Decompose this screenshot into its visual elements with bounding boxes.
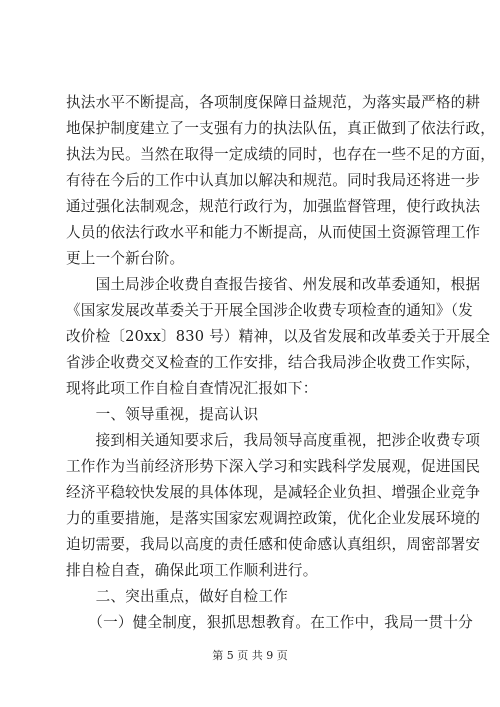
paragraph-start-line: （一）健全制度，狠抓思想教育。在工作中，我局一贯十分 [66, 614, 473, 631]
body-text-line: 现将此项工作自检自查情况汇报如下： [66, 380, 318, 397]
body-text-line: 地保护制度建立了一支强有力的执法队伍，真正做到了依法行政， [66, 120, 496, 137]
section-heading: 一、领导重视，提高认识 [66, 406, 259, 423]
body-text-line: 有待在今后的工作中认真加以解决和规范。同时我局还将进一步 [66, 172, 481, 189]
body-text-line: 执法为民。当然在取得一定成绩的同时，也存在一些不足的方面， [66, 146, 496, 163]
body-text-line: 通过强化法制观念，规范行政行为，加强监督管理，使行政执法 [66, 198, 481, 215]
paragraph-start-line: 国土局涉企收费自查报告接省、州发展和改革委通知，根据 [66, 276, 481, 293]
body-text-line: 迫切需要，我局以高度的责任感和使命感认真组织，周密部署安 [66, 536, 481, 553]
body-text-line: 人员的依法行政水平和能力不断提高，从而使国土资源管理工作 [66, 224, 481, 241]
page-number-footer: 第 5 页 共 9 页 [212, 649, 288, 662]
body-text-line: 更上一个新台阶。 [66, 250, 185, 267]
body-text-line: 工作作为当前经济形势下深入学习和实践科学发展观，促进国民 [66, 458, 481, 475]
body-text-line: 执法水平不断提高，各项制度保障日益规范，为落实最严格的耕 [66, 94, 481, 111]
body-text-line: 省涉企收费交叉检查的工作安排，结合我局涉企收费工作实际， [66, 354, 481, 371]
paragraph-start-line: 接到相关通知要求后，我局领导高度重视，把涉企收费专项 [66, 432, 481, 449]
body-text-line: 《国家发展改革委关于开展全国涉企收费专项检查的通知》（发 [66, 302, 473, 319]
body-text-line: 经济平稳较快发展的具体体现，是减轻企业负担、增强企业竞争 [66, 484, 481, 501]
body-text-line: 改价检〔20xx〕830 号）精神，以及省发展和改革委关于开展全 [66, 328, 491, 345]
body-text-line: 排自检自查，确保此项工作顺利进行。 [66, 562, 318, 579]
body-text-line: 力的重要措施，是落实国家宏观调控政策，优化企业发展环境的 [66, 510, 481, 527]
section-heading: 二、突出重点，做好自检工作 [66, 588, 288, 605]
